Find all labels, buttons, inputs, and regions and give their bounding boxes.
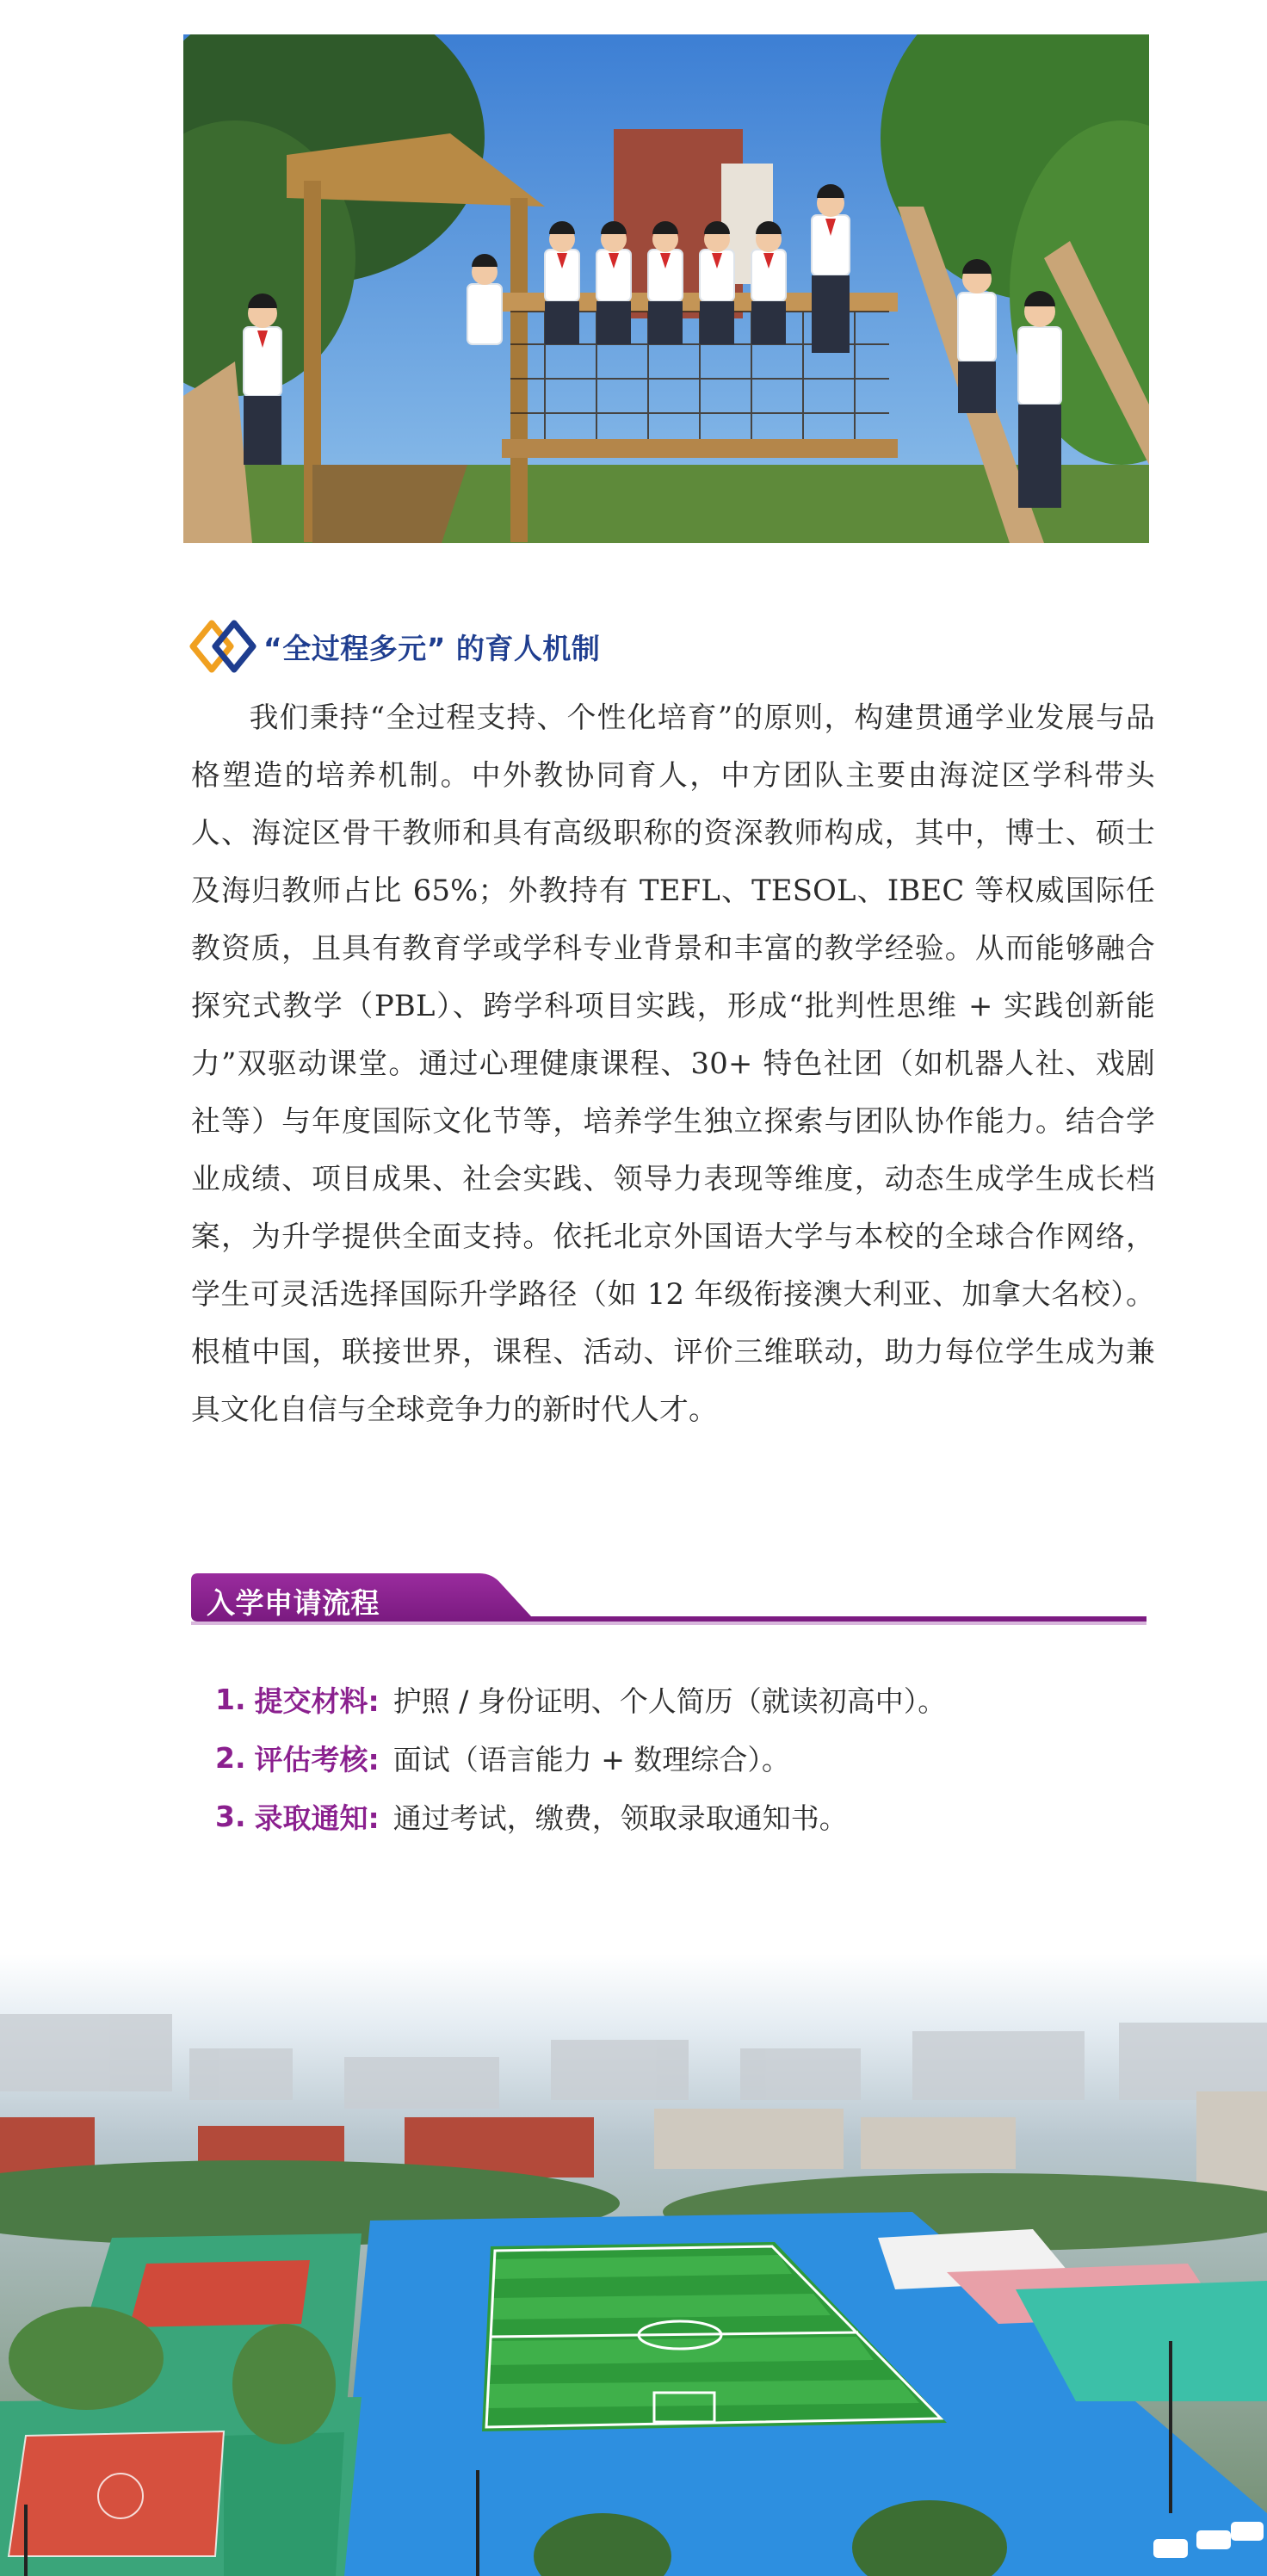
- step-number: 3.: [215, 1799, 246, 1833]
- step-title: 录取通知:: [254, 1801, 380, 1835]
- step-number: 2.: [215, 1740, 246, 1775]
- step-number: 1.: [215, 1682, 246, 1716]
- step-title: 提交材料:: [254, 1683, 380, 1718]
- admission-process-banner: [191, 1573, 1146, 1627]
- students-playground-photo: [183, 34, 1149, 543]
- list-item: [215, 1787, 1145, 1845]
- campus-aerial-photo: [0, 1954, 1267, 2576]
- step-description: 护照 / 身份证明、个人简历（就读初高中）。: [392, 1683, 947, 1718]
- double-diamond-icon: [189, 618, 262, 675]
- section-title: “全过程多元” 的育人机制: [263, 631, 601, 665]
- list-item: [215, 1670, 1145, 1728]
- section-heading: [189, 618, 1153, 675]
- list-item: [215, 1728, 1145, 1787]
- step-title: 评估考核:: [254, 1742, 380, 1776]
- education-mechanism-paragraph: 我们秉持“全过程支持、个性化培育”的原则，构建贯通学业发展与品格塑造的培养机制。中外教协同育人，中方团队主要由海淀区学科带头人、海淀区骨干教师和具有高级职称的资深教师构成，其中，博士、硕士及海归教师占比 65%；外教持有 TEFL、TESOL、IBEC 等权威国际任教资质，且具有教育学或学科专业背景和丰富的教学经验。从而能够融合探究式教学（PBL）、跨学科项目实践，形成“批判性思维 + 实践创新能力”双驱动课堂。通过心理健康课程、30+ 特色社团（如机器人社、戏剧社等）与年度国际文化节等，培养学生独立探索与团队协作能力。结合学业成绩、项目成果、社会实践、领导力表现等维度，动态生成学生成长档案，为升学提供全面支持。依托北京外国语大学与本校的全球合作网络，学生可灵活选择国际升学路径（如 12 年级衔接澳大利亚、加拿大名校）。根植中国，联接世界，课程、活动、评价三维联动，助力每位学生成为兼具文化自信与全球竞争力的新时代人才。: [191, 701, 1155, 1426]
- banner-label: 入学申请流程: [207, 1586, 380, 1620]
- step-description: 面试（语言能力 + 数理综合）。: [392, 1742, 790, 1776]
- step-description: 通过考试，缴费，领取录取通知书。: [392, 1801, 848, 1835]
- admission-steps-list: [215, 1670, 1145, 1845]
